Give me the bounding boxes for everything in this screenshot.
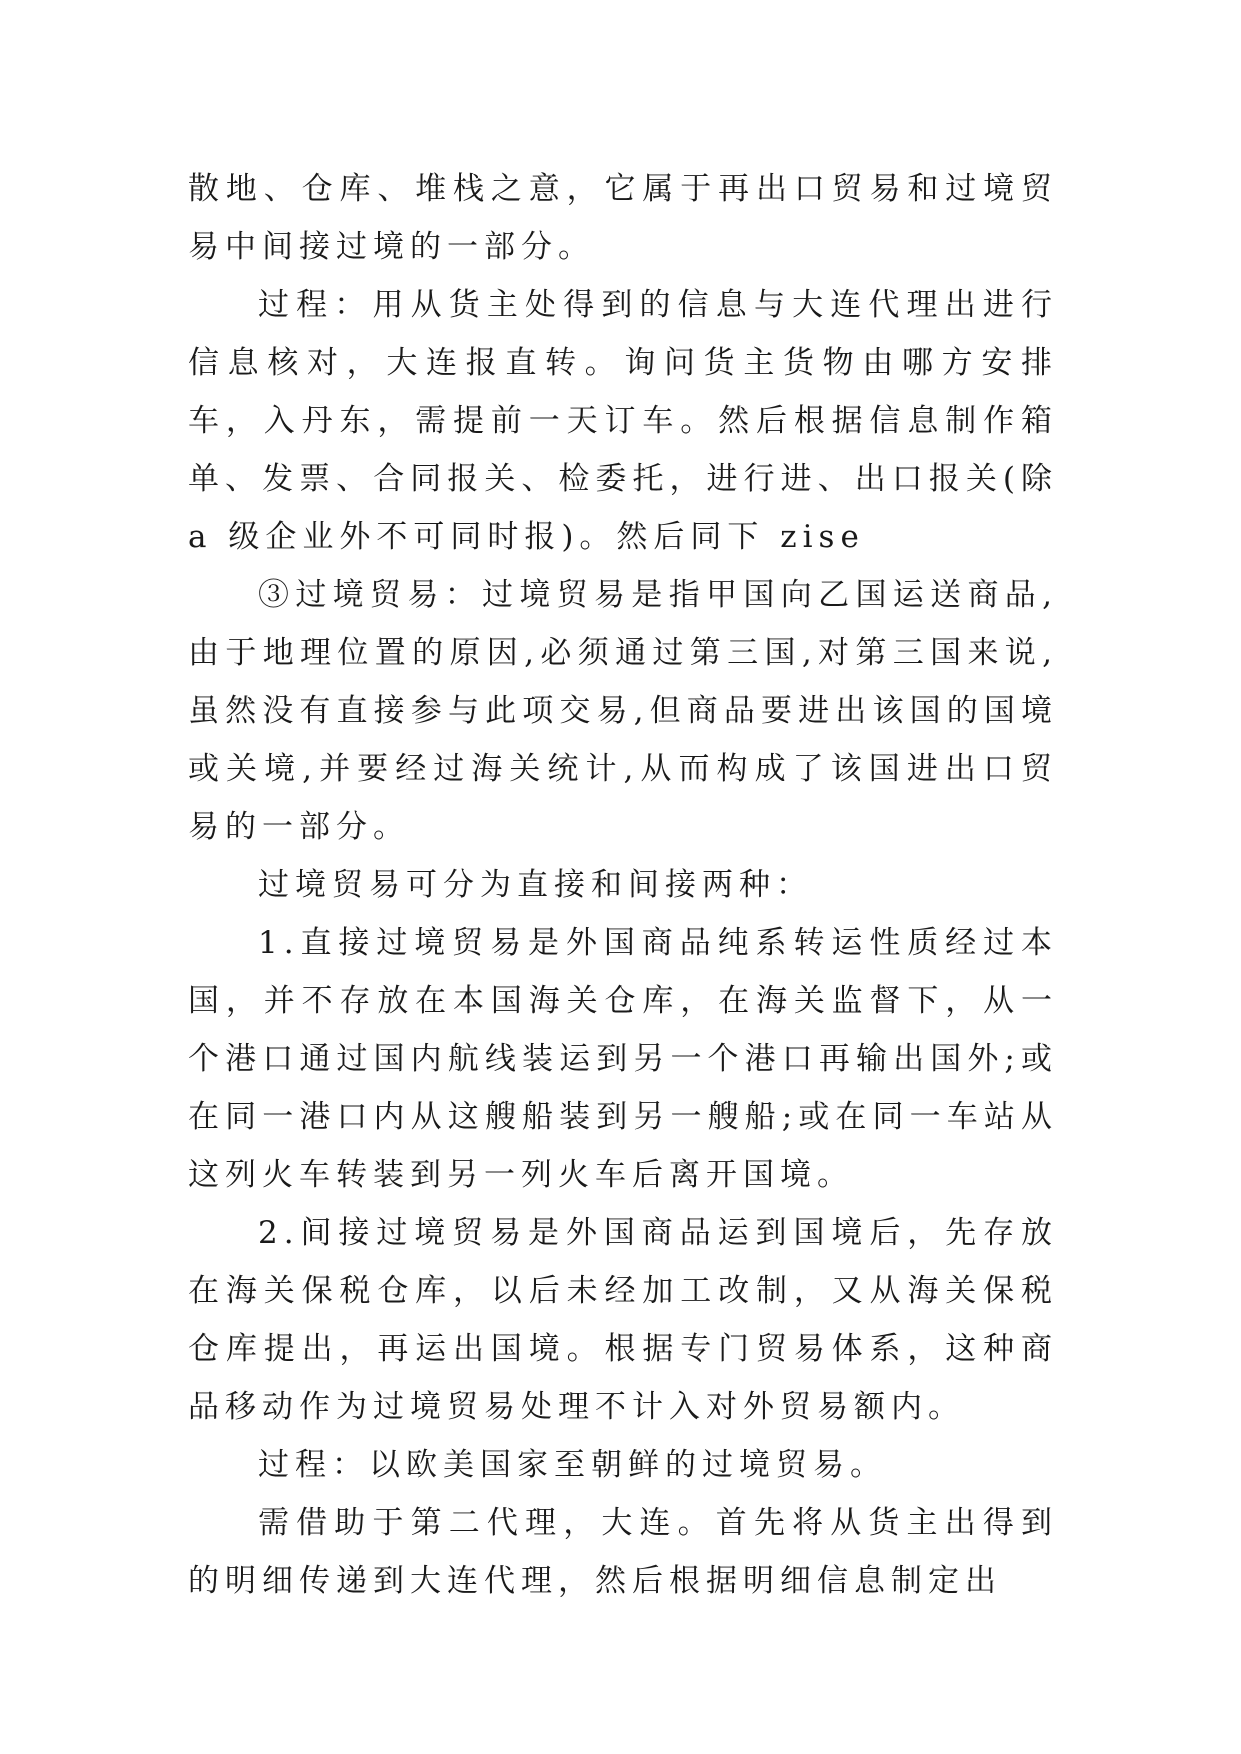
paragraph-transit-trade-types: 过境贸易可分为直接和间接两种： — [258, 867, 813, 903]
paragraph-continued: 散地、仓库、堆栈之意，它属于再出口贸易和过境贸易中间接过境的一部分。 — [188, 171, 1058, 265]
document-body — [188, 160, 1058, 1610]
paragraph-process-example: 过程：以欧美国家至朝鲜的过境贸易。 — [258, 1447, 887, 1483]
paragraph-direct-transit: 1.直接过境贸易是外国商品纯系转运性质经过本国，并不存放在本国海关仓库，在海关监督下，从一个港口通过国内航线装运到另一个港口再输出国外;或在同一港口内从这艘船装到另一艘船;或在同一车站从这列火车转装到另一列火车后离开国境。 — [188, 925, 1058, 1193]
paragraph-indirect-transit: 2.间接过境贸易是外国商品运到国境后，先存放在海关保税仓库，以后未经加工改制，又从海关保税仓库提出，再运出国境。根据专门贸易体系，这种商品移动作为过境贸易处理不计入对外贸易额内。 — [188, 1215, 1058, 1425]
paragraph-process-direct-transfer: 过程：用从货主处得到的信息与大连代理出进行信息核对，大连报直转。询问货主货物由哪方安排车，入丹东，需提前一天订车。然后根据信息制作箱单、发票、合同报关、检委托，进行进、出口报关(除 a 级企业外不可同时报)。然后同下 zise — [188, 287, 1058, 555]
paragraph-second-agent: 需借助于第二代理，大连。首先将从货主出得到的明细传递到大连代理，然后根据明细信息制定出 — [188, 1505, 1058, 1599]
paragraph-transit-trade-definition: ③过境贸易：过境贸易是指甲国向乙国运送商品,由于地理位置的原因,必须通过第三国,对第三国来说,虽然没有直接参与此项交易,但商品要进出该国的国境或关境,并要经过海关统计,从而构成了该国进出口贸易的一部分。 — [188, 577, 1058, 845]
